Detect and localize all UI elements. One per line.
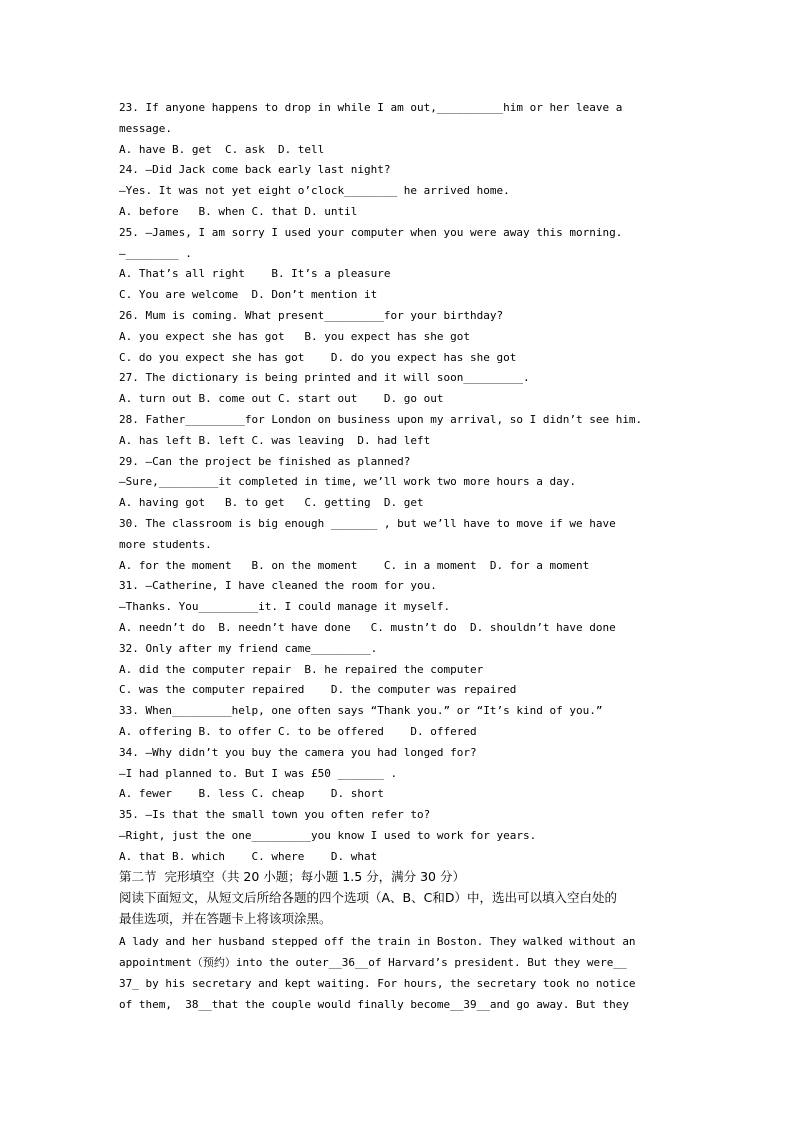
text-line: 28. Father_________for London on business upon my arrival, so I didn’t see him. xyxy=(119,412,643,426)
text-line: 27. The dictionary is being printed and it will soon_________. xyxy=(119,371,530,385)
text-line: 31. —Catherine, I have cleaned the room for you. xyxy=(119,579,437,593)
text-line: 34. —Why didn’t you buy the camera you had longed for? xyxy=(119,745,477,759)
text-line: A. have B. get C. ask D. tell xyxy=(119,142,325,156)
text-line: C. was the computer repaired D. the computer was repaired xyxy=(119,683,517,697)
text-line: A. needn’t do B. needn’t have done C. mustn’t do D. shouldn’t have done xyxy=(119,620,616,634)
text-line: —Thanks. You_________it. I could manage it myself. xyxy=(119,600,451,614)
text-line: A. turn out B. come out C. start out D. go out xyxy=(119,392,444,406)
text-line: A. offering B. to offer C. to be offered D. offered xyxy=(119,724,477,738)
text-line: —________ . xyxy=(119,246,192,260)
text-line: 26. Mum is coming. What present_________for your birthday? xyxy=(119,308,504,322)
passage-line: A lady and her husband stepped off the train in Boston. They walked without an xyxy=(119,935,636,949)
document-page xyxy=(119,98,679,1016)
text-line: A. having got B. to get C. getting D. get xyxy=(119,496,424,510)
text-line: 35. —Is that the small town you often refer to? xyxy=(119,808,431,822)
passage-line: of them, 38__that the couple would finally become__39__and go away. But they xyxy=(119,997,629,1011)
text-line: —Yes. It was not yet eight o’clock________ he arrived home. xyxy=(119,184,510,198)
passage-line: 37_ by his secretary and kept waiting. For hours, the secretary took no notice xyxy=(119,977,636,991)
text-line: A. fewer B. less C. cheap D. short xyxy=(119,787,384,801)
instruction-line: 阅读下面短文，从短文后所给各题的四个选项（A、B、C和D）中，选出可以填入空白处的 xyxy=(119,890,617,906)
text-line: 24. —Did Jack come back early last night? xyxy=(119,163,391,177)
text-line: message. xyxy=(119,121,172,135)
instruction-line: 最佳选项，并在答题卡上将该项涂黑。 xyxy=(119,911,332,927)
text-line: 23. If anyone happens to drop in while I am out,__________him or her leave a xyxy=(119,101,623,114)
text-line: A. for the moment B. on the moment C. in a moment D. for a moment xyxy=(119,558,590,572)
text-line: A. before B. when C. that D. until xyxy=(119,204,358,218)
section-heading: 第二节 完形填空（共 20 小题；每小题 1.5 分，满分 30 分） xyxy=(119,869,465,885)
text-line: 30. The classroom is big enough _______ , but we’ll have to move if we have xyxy=(119,516,616,530)
text-line: —Right, just the one_________you know I used to work for years. xyxy=(119,828,537,842)
text-line: A. That’s all right B. It’s a pleasure xyxy=(119,267,391,281)
text-line: 29. —Can the project be finished as planned? xyxy=(119,454,411,468)
cloze-section xyxy=(119,867,679,1015)
text-line: —Sure,_________it completed in time, we’ll work two more hours a day. xyxy=(119,475,576,489)
text-line: 32. Only after my friend came_________. xyxy=(119,641,378,655)
text-line: C. do you expect she has got D. do you expect has she got xyxy=(119,350,517,364)
text-line: A. did the computer repair B. he repaired the computer xyxy=(119,662,484,676)
text-line: A. that B. which C. where D. what xyxy=(119,849,378,863)
text-line: A. has left B. left C. was leaving D. had left xyxy=(119,433,431,447)
multiple-choice-section xyxy=(119,98,679,867)
passage-line: appointment（预约）into the outer__36__of Harvard’s president. But they were__ xyxy=(119,956,627,970)
text-line: more students. xyxy=(119,537,212,551)
text-line: —I had planned to. But I was £50 _______ . xyxy=(119,766,398,780)
text-line: 25. —James, I am sorry I used your computer when you were away this morning. xyxy=(119,225,623,239)
text-line: A. you expect she has got B. you expect has she got xyxy=(119,329,470,343)
text-line: C. You are welcome D. Don’t mention it xyxy=(119,288,378,302)
text-line: 33. When_________help, one often says “Thank you.” or “It’s kind of you.” xyxy=(119,704,603,718)
